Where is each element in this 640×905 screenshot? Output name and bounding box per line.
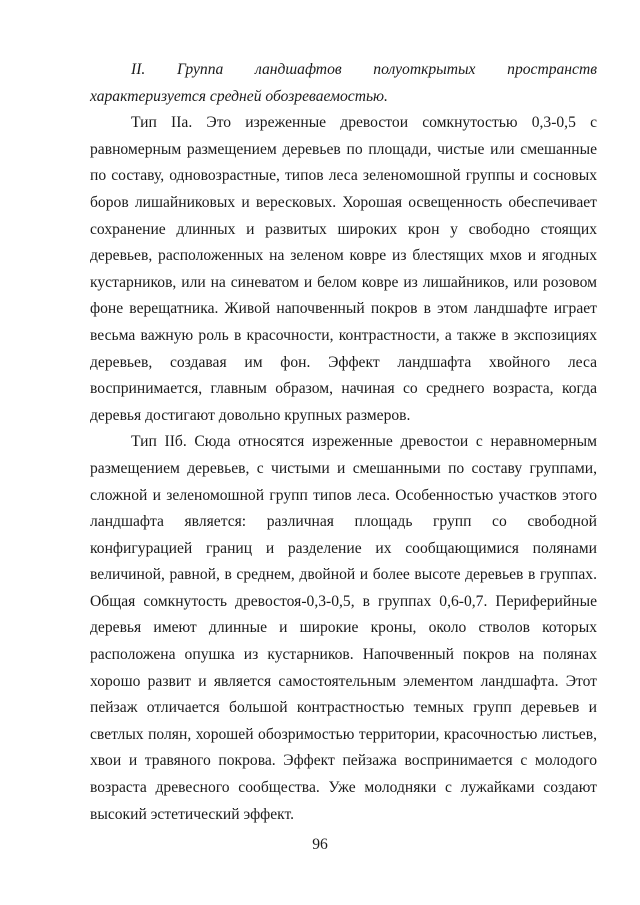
section-heading: II. Группа ландшафтов полуоткрытых пространств характеризуется средней обозреваемостью. (90, 61, 597, 105)
paragraph-type-iib: Тип IIб. Сюда относятся изреженные древостои с неравномерным размещением деревьев, с чистыми и смешанными по составу группами, сложной и зеленомошной групп типов леса. Особенностью участков этого ландшафта является: различная площадь групп со свободной конфигурацией границ и разделение их сообщающимися полянами величиной, равной, в среднем, двойной и более высоте деревьев в группах. Общая сомкнутость древостоя-0,3-0,5, в группах 0,6-0,7. Периферийные деревья имеют длинные и широкие кроны, около стволов которых расположена опушка из кустарников. Напочвенный покров на полянах хорошо развит и является самостоятельным элементом ландшафта. Этот пейзаж отличается большой контрастностью темных групп деревьев и светлых полян, хорошей обозримостью территории, красочностью листьев, хвои и травяного покрова. Эффект пейзажа воспринимается с молодого возраста древесного сообщества. Уже молодняки с лужайками создают высокий эстетический эффект. (90, 433, 597, 823)
page-number: 96 (312, 836, 328, 853)
body-text (90, 57, 597, 828)
paragraph-type-iia: Тип IIа. Это изреженные древостои сомкнутостью 0,3-0,5 с равномерным размещением деревьев по площади, чистые или смешанные по составу, одновозрастные, типов леса зеленомошной группы и сосновых боров лишайниковых и вересковых. Хорошая освещенность обеспечивает сохранение длинных и развитых широких крон у свободно стоящих деревьев, расположенных на зеленом ковре из блестящих мхов и ягодных кустарников, или на синеватом и белом ковре из лишайников, или розовом фоне верещатника. Живой напочвенный покров в этом ландшафте играет весьма важную роль в красочности, контрастности, а также в экспозициях деревьев, создавая им фон. Эффект ландшафта хвойного леса воспринимается, главным образом, начиная со среднего возраста, когда деревья достигают довольно крупных размеров. (90, 114, 597, 424)
